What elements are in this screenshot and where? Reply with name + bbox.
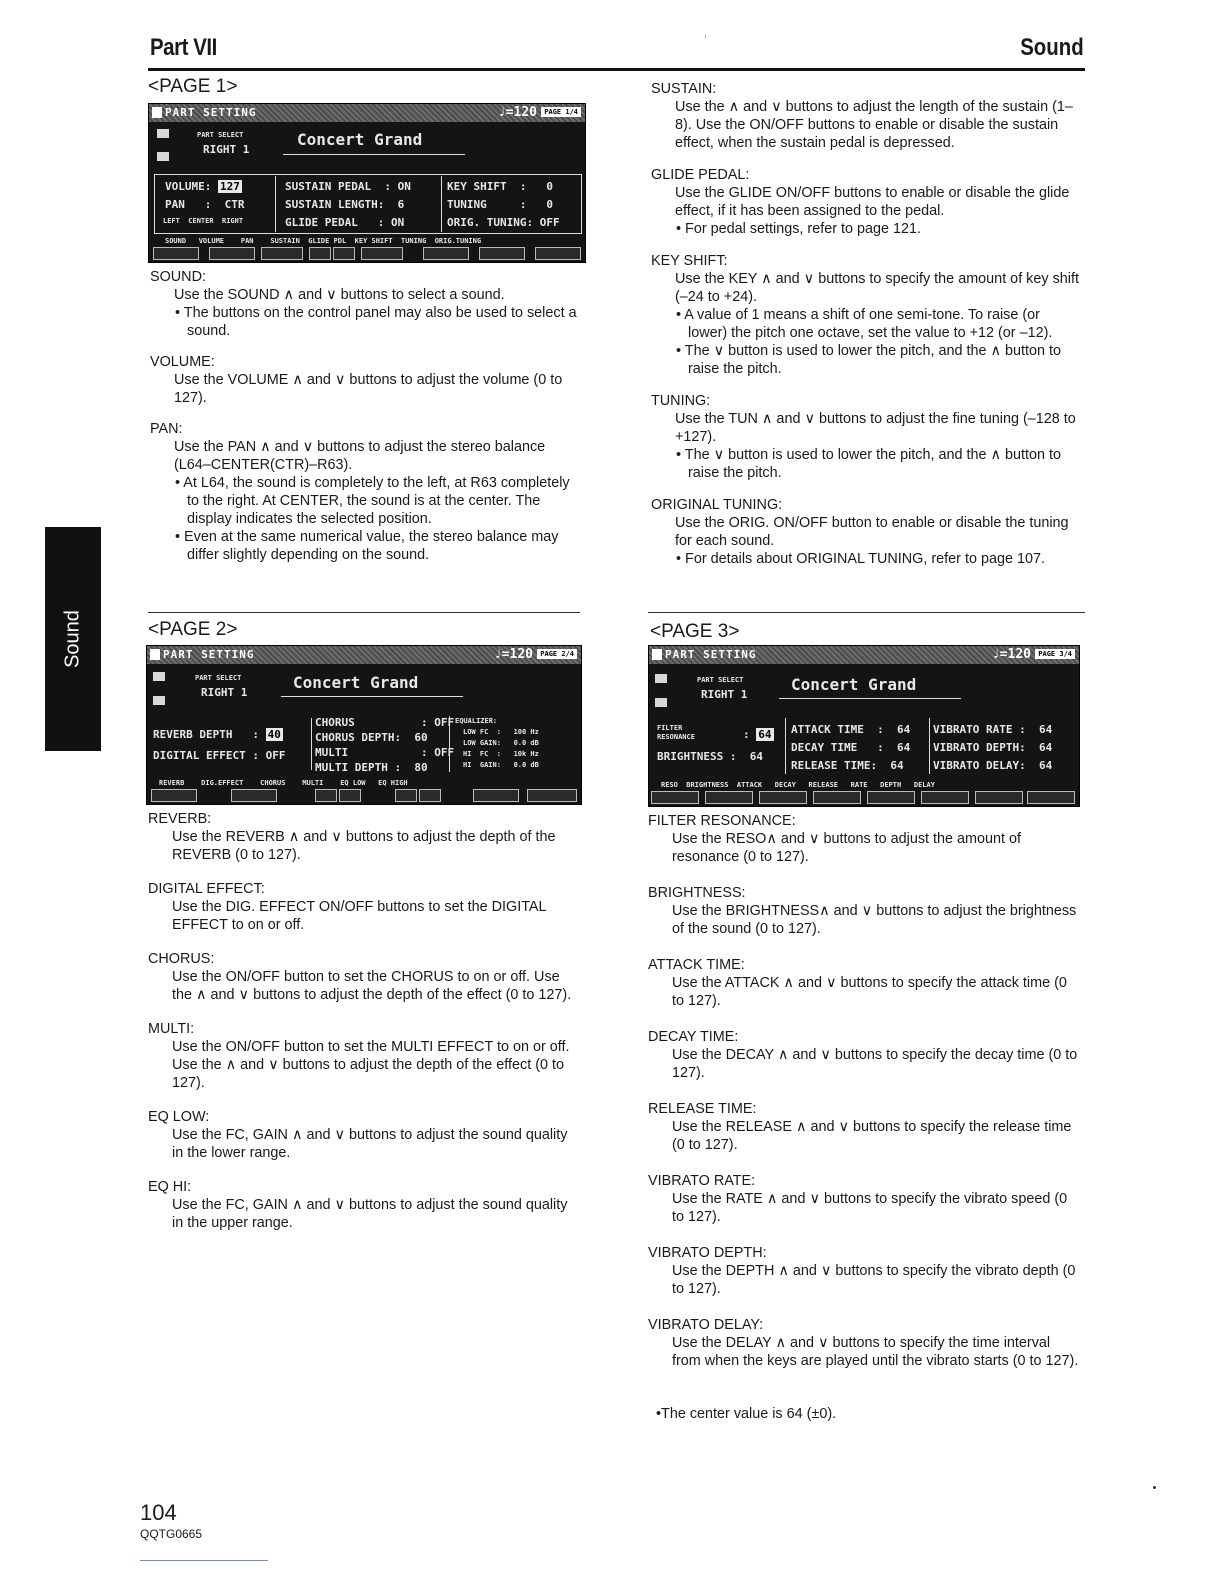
section-text: Use the ON/OFF button to set the MULTI EFFECT to on or off. Use the ∧ and ∨ buttons to adjust the depth of the effect (0 to 127). — [172, 1039, 570, 1091]
lcd-title: PART SETTING — [165, 106, 257, 119]
section-text: Use the DIG. EFFECT ON/OFF buttons to set the DIGITAL EFFECT to on or off. — [172, 899, 547, 933]
filter-resonance-section — [648, 812, 1082, 866]
vibrato-rate-button[interactable] — [921, 791, 969, 804]
release-time-section — [648, 1100, 1082, 1154]
section-heading: VIBRATO DELAY: — [648, 1317, 764, 1333]
sound-name: Concert Grand — [297, 130, 423, 149]
part-select-up-icon — [655, 674, 667, 683]
chorus-depth-row: CHORUS DEPTH: 60 — [315, 731, 428, 744]
decay-button[interactable] — [813, 791, 861, 804]
part-icon — [152, 107, 162, 118]
section-text: Use the SOUND ∧ and ∨ buttons to select a sound. — [174, 287, 505, 303]
vibrato-rate-section — [648, 1172, 1082, 1226]
pan-row: PAN : CTR — [165, 198, 245, 211]
divider — [785, 718, 786, 774]
section-heading: PAN: — [150, 421, 183, 437]
section-heading: EQ HI: — [148, 1179, 192, 1195]
lcd-title-bar — [649, 646, 1079, 664]
volume-row: VOLUME: 127 — [165, 180, 240, 193]
lcd-title-bar — [147, 646, 581, 664]
bullet: • For pedal settings, refer to page 121. — [676, 221, 922, 237]
volume-value: 127 — [219, 180, 240, 193]
sound-section — [150, 268, 582, 340]
footer-rule — [140, 1560, 268, 1561]
multi-onoff-button[interactable] — [395, 789, 417, 802]
chorus-depth-button[interactable] — [339, 789, 361, 802]
page2-lcd — [146, 645, 582, 805]
reverb-section — [148, 810, 580, 864]
section-text: Use the PAN ∧ and ∨ buttons to adjust the stereo balance (L64–CENTER(CTR)–R63). — [174, 439, 546, 473]
part-select-value: RIGHT 1 — [701, 688, 748, 701]
multi-row: MULTI : OFF — [315, 746, 455, 759]
part-select-label: PART SELECT — [195, 674, 242, 682]
brightness-row: BRIGHTNESS : 64 — [657, 750, 763, 763]
reverb-button[interactable] — [151, 789, 197, 802]
name-underline — [281, 696, 463, 697]
bullet: • The ∨ button is used to lower the pitch, and the ∧ button to raise the pitch. — [676, 447, 1062, 481]
key-shift-button[interactable] — [423, 247, 469, 260]
orig-tuning-row: ORIG. TUNING: OFF — [447, 216, 560, 229]
section-text: Use the ON/OFF button to set the CHORUS to on or off. Use the ∧ and ∨ buttons to adjust the depth of the effect (0 to 127). — [172, 969, 572, 1003]
divider — [441, 176, 442, 232]
section-heading: TUNING: — [651, 393, 711, 409]
orig-tuning-button[interactable] — [535, 247, 581, 260]
eq-low-fc: LOW FC : 100 Hz — [463, 728, 539, 736]
section-heading: VIBRATO DEPTH: — [648, 1245, 767, 1261]
brightness-section — [648, 884, 1082, 938]
button-labels: SOUND VOLUME PAN SUSTAIN GLIDE PDL KEY SHIFT TUNING ORIG.TUNING — [165, 237, 482, 245]
divider — [275, 176, 276, 232]
decay-row: DECAY TIME : 64 — [791, 741, 911, 754]
sustain-length-row: SUSTAIN LENGTH: 6 — [285, 198, 411, 211]
section-heading: MULTI: — [148, 1021, 195, 1037]
bullet: • At L64, the sound is completely to the left, at R63 completely to the right. At CENTER, the sound is at the center. The display indicates the selected position. — [175, 475, 570, 527]
vibrato-depth-section — [648, 1244, 1082, 1298]
resonance-label: RESONANCE — [657, 733, 695, 741]
section-text: Use the DELAY ∧ and ∨ buttons to specify the time interval from when the keys are played until the vibrato starts (0 to 127). — [672, 1335, 1079, 1369]
side-tab — [45, 527, 101, 751]
tempo-readout: ♩=120 — [991, 647, 1031, 662]
chorus-row: CHORUS : OFF — [315, 716, 455, 729]
multi-depth-button[interactable] — [419, 789, 441, 802]
section-heading: SOUND: — [150, 269, 206, 285]
sustain-length-button[interactable] — [333, 247, 355, 260]
reso-button[interactable] — [651, 791, 699, 804]
section-text: Use the VOLUME ∧ and ∨ buttons to adjust the volume (0 to 127). — [174, 372, 563, 406]
tempo-readout: ♩=120 — [497, 105, 537, 120]
volume-section — [150, 353, 582, 407]
vibrato-delay-button[interactable] — [1027, 791, 1075, 804]
key-shift-row: KEY SHIFT : 0 — [447, 180, 553, 193]
part-select-value: RIGHT 1 — [203, 143, 250, 156]
section-text: Use the RATE ∧ and ∨ buttons to specify the vibrato speed (0 to 127). — [672, 1191, 1068, 1225]
digital-effect-row: DIGITAL EFFECT : OFF — [153, 749, 286, 762]
name-underline — [283, 154, 465, 155]
section-heading: VOLUME: — [150, 354, 215, 370]
lcd-title: PART SETTING — [665, 648, 757, 661]
section-text: Use the ∧ and ∨ buttons to adjust the length of the sustain (1–8). Use the ON/OFF buttons to enable or disable the sustain effect, when the sustain pedal is depressed. — [675, 99, 1073, 151]
section-heading: CHORUS: — [148, 951, 215, 967]
eq-hi-fc: HI FC : 10k Hz — [463, 750, 539, 758]
section-rule — [148, 612, 580, 613]
eq-low-section — [148, 1108, 580, 1162]
part-label: Part VII — [150, 34, 217, 61]
volume-button[interactable] — [209, 247, 255, 260]
original-tuning-section — [651, 496, 1083, 568]
section-text: Use the TUN ∧ and ∨ buttons to adjust the fine tuning (–128 to +127). — [675, 411, 1076, 445]
center-value-note: •The center value is 64 (±0). — [656, 1406, 837, 1422]
tuning-button[interactable] — [479, 247, 525, 260]
section-text: Use the DEPTH ∧ and ∨ buttons to specify the vibrato depth (0 to 127). — [672, 1263, 1076, 1297]
lcd-button-row — [147, 789, 581, 803]
vibrato-delay-section — [648, 1316, 1082, 1370]
eq-title: EQUALIZER: — [455, 717, 498, 725]
page-indicator: PAGE 2/4 — [537, 649, 577, 659]
multi-section — [148, 1020, 580, 1092]
section-text: Use the BRIGHTNESS∧ and ∨ buttons to adjust the brightness of the sound (0 to 127). — [672, 903, 1077, 937]
section-heading: KEY SHIFT: — [651, 253, 728, 269]
sustain-pedal-row: SUSTAIN PEDAL : ON — [285, 180, 418, 193]
sound-name: Concert Grand — [293, 673, 419, 692]
multi-depth-row: MULTI DEPTH : 80 — [315, 761, 428, 774]
glide-pedal-row: GLIDE PEDAL : ON — [285, 216, 411, 229]
vibrato-depth-row: VIBRATO DEPTH: 64 — [933, 741, 1053, 754]
lcd-title-bar — [149, 104, 585, 122]
sustain-button[interactable] — [309, 247, 331, 260]
page3-lcd — [648, 645, 1080, 807]
bullet: • A value of 1 means a shift of one semi-tone. To raise (or lower) the pitch one octave, set the value to +12 (or –12). — [676, 307, 1053, 341]
left-col-2 — [148, 810, 580, 1232]
part-icon — [652, 649, 662, 660]
page2-title: <PAGE 2> — [148, 619, 238, 640]
page3-title: <PAGE 3> — [650, 621, 740, 642]
name-underline — [779, 698, 961, 699]
vibrato-depth-button[interactable] — [975, 791, 1023, 804]
eq-high-button[interactable] — [527, 789, 577, 802]
release-row: RELEASE TIME: 64 — [791, 759, 904, 772]
section-text: Use the FC, GAIN ∧ and ∨ buttons to adjust the sound quality in the lower range. — [172, 1127, 568, 1161]
part-select-down-icon — [153, 696, 165, 705]
section-heading: DIGITAL EFFECT: — [148, 881, 265, 897]
section-heading: EQ LOW: — [148, 1109, 210, 1125]
section-heading: BRIGHTNESS: — [648, 885, 746, 901]
eq-hi-gain: HI GAIN: 0.0 dB — [463, 761, 539, 769]
part-select-label: PART SELECT — [197, 131, 244, 139]
side-tab-label: Sound — [61, 610, 84, 668]
section-heading: VIBRATO RATE: — [648, 1173, 756, 1189]
section-text: Use the KEY ∧ and ∨ buttons to specify the amount of key shift (–24 to +24). — [675, 271, 1079, 305]
chorus-onoff-button[interactable] — [315, 789, 337, 802]
part-select-label: PART SELECT — [697, 676, 744, 684]
vibrato-delay-row: VIBRATO DELAY: 64 — [933, 759, 1053, 772]
vibrato-rate-row: VIBRATO RATE : 64 — [933, 723, 1053, 736]
resonance-value: : 64 — [743, 728, 772, 741]
brightness-button[interactable] — [705, 791, 753, 804]
chorus-section — [148, 950, 580, 1004]
section-text: Use the FC, GAIN ∧ and ∨ buttons to adjust the sound quality in the upper range. — [172, 1197, 568, 1231]
section-heading: ATTACK TIME: — [648, 957, 745, 973]
tuning-section — [651, 392, 1083, 482]
dig-effect-button[interactable] — [231, 789, 277, 802]
eq-hi-section — [148, 1178, 580, 1232]
tuning-row: TUNING : 0 — [447, 198, 553, 211]
pan-section — [150, 420, 582, 564]
page1-lcd — [148, 103, 586, 263]
glide-pedal-button[interactable] — [361, 247, 403, 260]
doc-code: QQTG0665 — [140, 1527, 203, 1541]
tempo-readout: ♩=120 — [493, 647, 533, 662]
reverb-depth-row: REVERB DEPTH : 40 — [153, 728, 281, 741]
lcd-button-row — [649, 791, 1079, 805]
page1-title: <PAGE 1> — [148, 76, 238, 97]
part-icon — [150, 649, 160, 660]
section-heading: ORIGINAL TUNING: — [651, 497, 783, 513]
right-col-2 — [648, 812, 1082, 1370]
page-number: 104 — [140, 1500, 177, 1525]
section-text: Use the ATTACK ∧ and ∨ buttons to specify the attack time (0 to 127). — [672, 975, 1067, 1009]
section-text: Use the ORIG. ON/OFF button to enable or disable the tuning for each sound. — [675, 515, 1069, 549]
sustain-section — [651, 80, 1083, 152]
section-heading: RELEASE TIME: — [648, 1101, 757, 1117]
bullet: • For details about ORIGINAL TUNING, refer to page 107. — [676, 551, 1045, 567]
eq-low-gain: LOW GAIN: 0.0 dB — [463, 739, 539, 747]
section-heading: SUSTAIN: — [651, 81, 717, 97]
section-text: Use the REVERB ∧ and ∨ buttons to adjust the depth of the REVERB (0 to 127). — [172, 829, 556, 863]
right-col-1 — [651, 80, 1083, 568]
page-indicator: PAGE 3/4 — [1035, 649, 1075, 659]
button-labels: REVERB DIG.EFFECT CHORUS MULTI EQ LOW EQ HIGH — [159, 779, 408, 787]
section-heading: GLIDE PEDAL: — [651, 167, 750, 183]
release-button[interactable] — [867, 791, 915, 804]
part-select-up-icon — [157, 129, 169, 138]
decay-time-section — [648, 1028, 1082, 1082]
divider — [311, 718, 312, 770]
section-text: Use the RESO∧ and ∨ buttons to adjust the amount of resonance (0 to 127). — [672, 831, 1022, 865]
header-rule — [148, 68, 1085, 71]
pan-button[interactable] — [261, 247, 303, 260]
part-select-down-icon — [157, 152, 169, 161]
section-text: Use the RELEASE ∧ and ∨ buttons to specify the release time (0 to 127). — [672, 1119, 1072, 1153]
lcd-button-row — [149, 247, 585, 261]
bullet: • The ∨ button is used to lower the pitch, and the ∧ button to raise the pitch. — [676, 343, 1062, 377]
filter-label: FILTER — [657, 724, 683, 732]
part-select-up-icon — [153, 672, 165, 681]
part-select-down-icon — [655, 698, 667, 707]
scan-dot — [1153, 1486, 1156, 1489]
attack-button[interactable] — [759, 791, 807, 804]
button-labels: RESO BRIGHTNESS ATTACK DECAY RELEASE RATE DEPTH DELAY — [661, 781, 935, 789]
attack-time-section — [648, 956, 1082, 1010]
attack-row: ATTACK TIME : 64 — [791, 723, 911, 736]
section-title: Sound — [1020, 34, 1084, 61]
section-text: Use the DECAY ∧ and ∨ buttons to specify the decay time (0 to 127). — [672, 1047, 1078, 1081]
page-indicator: PAGE 1/4 — [541, 107, 581, 117]
pan-scale: LEFT CENTER RIGHT — [163, 217, 244, 225]
section-heading: FILTER RESONANCE: — [648, 813, 796, 829]
section-rule — [648, 612, 1085, 613]
section-text: Use the GLIDE ON/OFF buttons to enable or disable the glide effect, if it has been assigned to the pedal. — [675, 185, 1070, 219]
left-col-1 — [150, 268, 582, 564]
bullet: • The buttons on the control panel may also be used to select a sound. — [175, 305, 577, 339]
lcd-title: PART SETTING — [163, 648, 255, 661]
sound-button[interactable] — [153, 247, 199, 260]
part-select-value: RIGHT 1 — [201, 686, 248, 699]
sound-name: Concert Grand — [791, 675, 917, 694]
glide-pedal-section — [651, 166, 1083, 238]
divider — [929, 718, 930, 774]
eq-low-button[interactable] — [473, 789, 519, 802]
digital-effect-section — [148, 880, 580, 934]
section-heading: REVERB: — [148, 811, 212, 827]
section-heading: DECAY TIME: — [648, 1029, 739, 1045]
reverb-value: 40 — [267, 728, 281, 741]
bullet: • Even at the same numerical value, the stereo balance may differ slightly depending on the sound. — [175, 529, 559, 563]
scan-mark — [705, 35, 706, 38]
key-shift-section — [651, 252, 1083, 378]
